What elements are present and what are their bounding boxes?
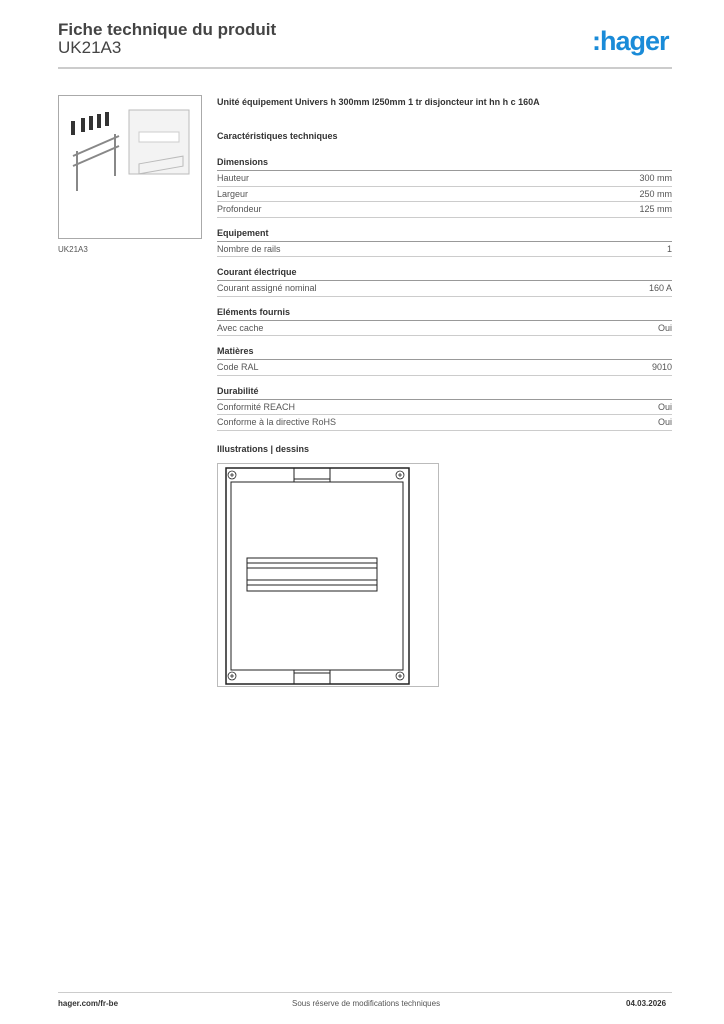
spec-value: 1 bbox=[666, 243, 672, 254]
spec-table bbox=[217, 95, 672, 431]
product-code: UK21A3 bbox=[58, 38, 122, 57]
section-heading: Courant électrique bbox=[217, 267, 672, 281]
spec-value: Oui bbox=[657, 322, 672, 333]
spec-value: 9010 bbox=[651, 362, 672, 372]
product-name: Unité équipement Univers h 300mm l250mm 1 tr disjoncteur int hn h c 160A bbox=[217, 97, 540, 107]
spec-row bbox=[217, 242, 672, 258]
section-heading: Dimensions bbox=[217, 157, 672, 171]
spec-row bbox=[217, 415, 672, 431]
spec-label: Hauteur bbox=[217, 173, 250, 183]
spec-label: Courant assigné nominal bbox=[217, 283, 317, 293]
spec-label: Avec cache bbox=[217, 322, 264, 333]
spec-value: 300 mm bbox=[639, 173, 672, 183]
section-heading: Matières bbox=[217, 346, 672, 360]
spec-label: Nombre de rails bbox=[217, 243, 281, 254]
spec-row bbox=[217, 187, 672, 203]
spec-row bbox=[217, 321, 672, 337]
spec-value: 160 A bbox=[648, 283, 672, 293]
spec-value: 250 mm bbox=[639, 188, 672, 199]
hager-logo: :hager bbox=[592, 26, 669, 56]
header-divider bbox=[58, 67, 672, 69]
footer-date: 04.03.2026 bbox=[626, 999, 667, 1008]
spec-row bbox=[217, 360, 672, 376]
page-title: Fiche technique du produit bbox=[58, 20, 277, 39]
spec-heading: Caractéristiques techniques bbox=[217, 131, 338, 141]
section-heading: Equipement bbox=[217, 228, 672, 242]
spec-label: Conformité REACH bbox=[217, 401, 296, 412]
footer-disclaimer: Sous réserve de modifications techniques bbox=[292, 999, 441, 1008]
image-caption: UK21A3 bbox=[58, 245, 88, 254]
spec-label: Largeur bbox=[217, 188, 249, 199]
section-heading: Durabilité bbox=[217, 386, 672, 400]
product-image bbox=[58, 95, 202, 239]
spec-value: Oui bbox=[657, 401, 672, 412]
illustrations-heading: Illustrations | dessins bbox=[217, 444, 310, 454]
spec-row bbox=[217, 202, 672, 218]
footer-website-link[interactable]: hager.com/fr-be bbox=[58, 999, 119, 1008]
technical-drawing bbox=[217, 463, 439, 687]
spec-label: Code RAL bbox=[217, 362, 259, 372]
spec-value: Oui bbox=[657, 417, 672, 427]
spec-value: 125 mm bbox=[639, 204, 672, 214]
spec-row bbox=[217, 400, 672, 416]
section-heading: Eléments fournis bbox=[217, 307, 672, 321]
footer-divider bbox=[58, 992, 672, 993]
spec-row bbox=[217, 171, 672, 187]
spec-label: Conforme à la directive RoHS bbox=[217, 417, 337, 427]
spec-row bbox=[217, 281, 672, 297]
spec-label: Profondeur bbox=[217, 204, 262, 214]
